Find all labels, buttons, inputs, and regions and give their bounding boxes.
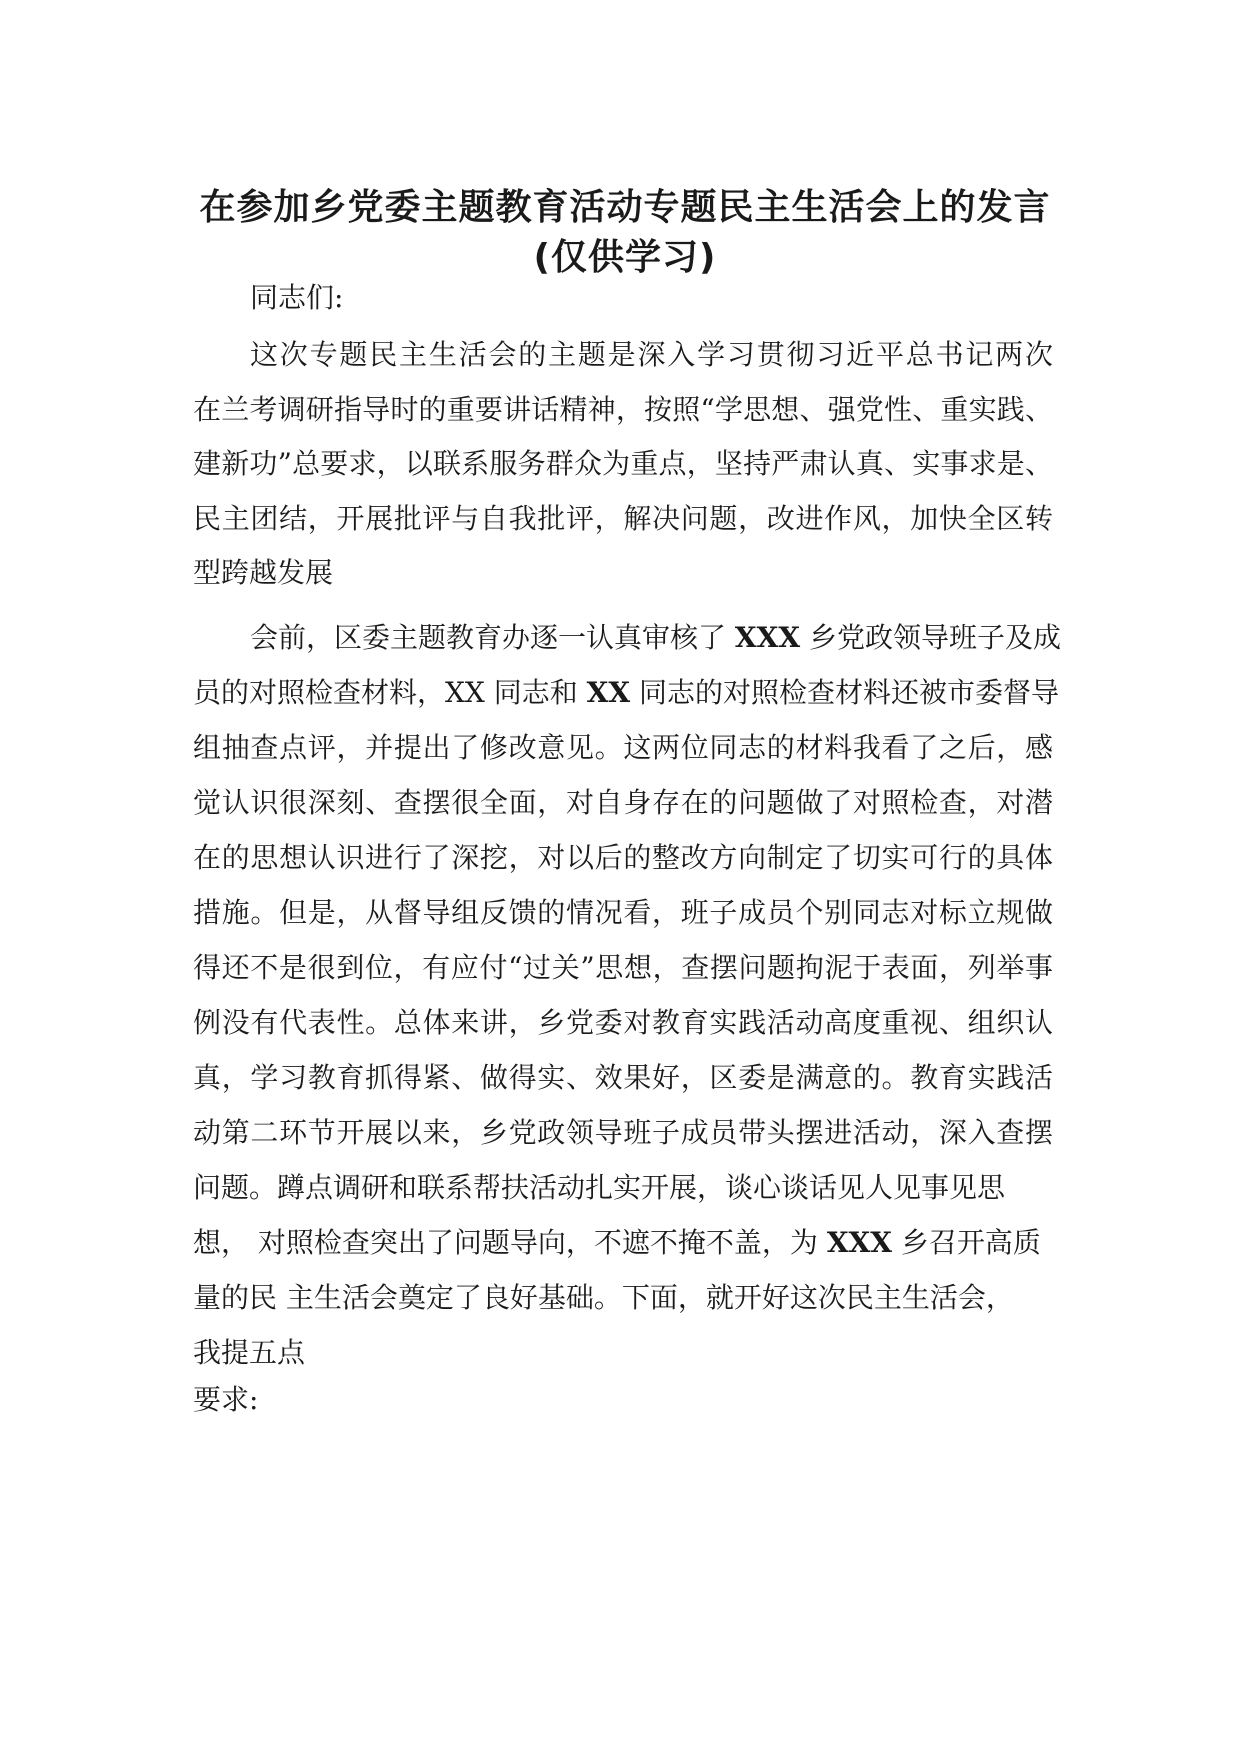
paragraph-2-line-3: 组抽查点评，并提出了修改意见。这两位同志的材料我看了之后，感: [193, 731, 1053, 764]
paragraph-2-line-15: 要求:: [193, 1383, 259, 1416]
paragraph-2-line-13: 量的民 主生活会奠定了良好基础。下面，就开好这次民主生活会，: [193, 1281, 1014, 1314]
paragraph-2-line-12: 想， 对照检查突出了问题导向，不遮不掩不盖，为 XXX 乡召开高质: [193, 1226, 1041, 1259]
salutation: 同志们:: [250, 281, 344, 314]
placeholder-name: XXX: [734, 621, 801, 654]
placeholder-name: XX: [586, 676, 631, 709]
paragraph-1-line-3: 建新功”总要求，以联系服务群众为重点，坚持严肃认真、实事求是、: [193, 447, 1053, 480]
paragraph-2-line-7: 得还不是很到位，有应付“过关”思想，查摆问题拘泥于表面，列举事: [193, 951, 1053, 984]
paragraph-1-line-5: 型跨越发展: [193, 556, 334, 589]
placeholder-name: XXX: [826, 1226, 892, 1259]
paragraph-2-line-5: 在的思想认识进行了深挖，对以后的整改方向制定了切实可行的具体: [193, 841, 1053, 874]
paragraph-1-line-4: 民主团结，开展批评与自我批评，解决问题，改进作风，加快全区转: [193, 502, 1053, 535]
paragraph-2-line-8: 例没有代表性。总体来讲，乡党委对教育实践活动高度重视、组织认: [193, 1006, 1053, 1039]
document-title: 在参加乡党委主题教育活动专题民主生活会上的发言(仅供学习): [199, 187, 1051, 278]
paragraph-2-line-11: 问题。蹲点调研和联系帮扶活动扎实开展，谈心谈话见人见事见思: [193, 1171, 1006, 1204]
paragraph-2-line-10: 动第二环节开展以来，乡党政领导班子成员带头摆进活动，深入查摆: [193, 1116, 1053, 1149]
paragraph-2-line-6: 措施。但是，从督导组反馈的情况看，班子成员个别同志对标立规做: [193, 896, 1053, 929]
paragraph-2-line-2: 员的对照检查材料，XX 同志和 XX 同志的对照检查材料还被市委督导: [193, 676, 1060, 709]
paragraph-2-line-9: 真，学习教育抓得紧、做得实、效果好，区委是满意的。教育实践活: [193, 1061, 1053, 1094]
paragraph-1-line-1: 这次专题民主生活会的主题是深入学习贯彻习近平总书记两次: [250, 338, 1053, 371]
paragraph-2-line-14: 我提五点: [193, 1336, 306, 1369]
paragraph-1-line-2: 在兰考调研指导时的重要讲话精神，按照“学思想、强党性、重实践、: [193, 393, 1053, 426]
paragraph-2-line-1: 会前，区委主题教育办逐一认真审核了 XXX 乡党政领导班子及成: [250, 621, 1061, 654]
paragraph-2-line-4: 觉认识很深刻、查摆很全面，对自身存在的问题做了对照检查，对潜: [193, 786, 1053, 819]
